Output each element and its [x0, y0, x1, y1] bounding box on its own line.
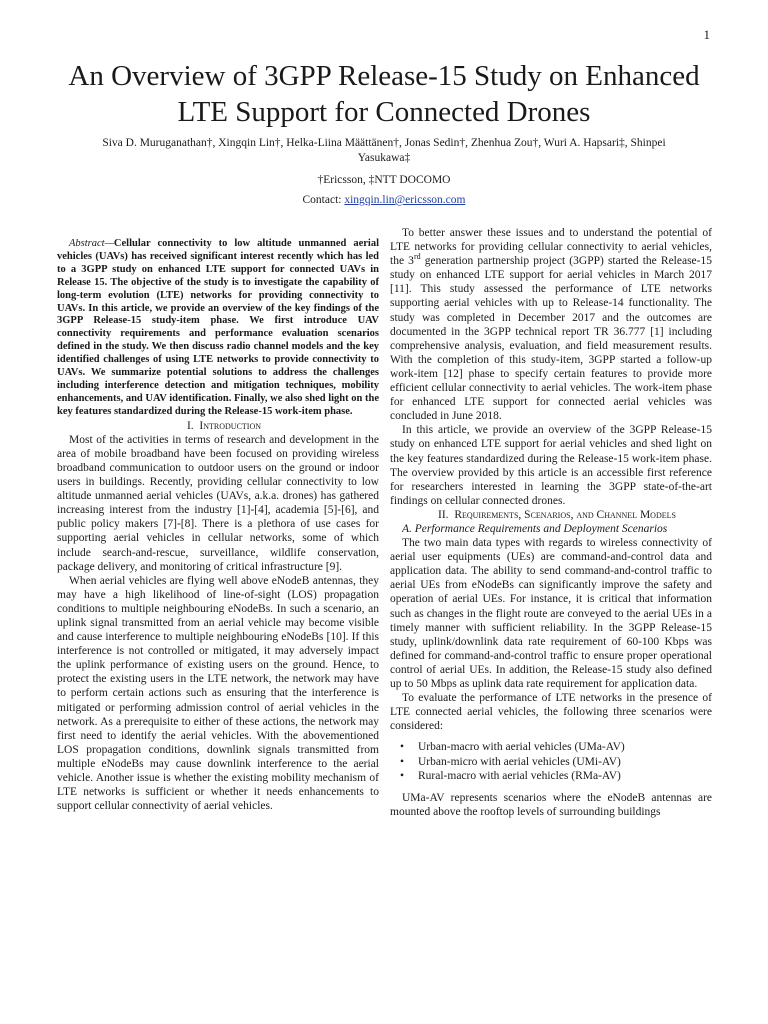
right-paragraph-4: To evaluate the performance of LTE networks in the presence of LTE connected aerial vehicles, the following three scenarios were considered:: [390, 692, 712, 733]
subsection-heading-a: A. Performance Requirements and Deployment Scenarios: [402, 522, 668, 535]
abstract-body: Cellular connectivity to low altitude unmanned aerial vehicles (UAVs) has received significant interest recently which has led to a 3GPP study on enhanced LTE support for connected UAVs in Release 15. The objective of the study is to investigate the capability of long-term evolution (LTE) networks for providing connectivity to UAVs. In this article, we provide an overview of the key findings of the 3GPP Release-15 study-item phase. We first introduce UAV connectivity requirements and performance evaluation scenarios defined in the study. We then discuss radio channel models and the key identified challenges of using LTE networks to provide connectivity to UAVs. We summarize potential solutions to address the challenges including interference detection and mitigation techniques, mobility enhancements, and UAV identification. Finally, we also shed light on the key features standardized during the Release-15 work-item phase.: [57, 238, 379, 417]
intro-paragraph-2: When aerial vehicles are flying well above eNodeB antennas, they may have a high likelihood of line-of-sight (LOS) propagation conditions to multiple neighbouring eNodeBs. In such a scenario, an uplink signal transmitted from an aerial vehicle may become visible and cause interference to multiple neighbouring eNodeBs [10]. If this interference is not controlled or mitigated, it may adversely impact the uplink performance of existing users on the ground. Hence, to protect the existing users in the LTE network, the network may have to perform certain actions such as ensuring that the interference is mitigated or performing admission control of aerial vehicles in the network. As a prerequisite to either of these actions, the network may first need to identify the aerial vehicles. With the abovementioned LOS propagation conditions, downlink signals transmitted from multiple eNodeBs may cause downlink interference to the aerial vehicle. Another issue is whether the existing mobility mechanism of LTE networks is sufficient or whether it needs enhancements to support cellular connectivity of aerial vehicles.: [57, 574, 379, 813]
abstract: [57, 238, 379, 419]
right-column: [390, 226, 712, 819]
scenario-list: [390, 740, 712, 783]
list-item: • Urban-macro with aerial vehicles (UMa-AV): [418, 740, 712, 754]
section-title: Requirements, Scenarios, and Channel Models: [454, 508, 676, 521]
right-paragraph-2: In this article, we provide an overview of the 3GPP Release-15 study on enhanced LTE support for aerial vehicles and shed light on the key features standardized during the Release-15 work-item phase. The overview provided by this article is an accessible first reference for researchers interested in learning the 3GPP state-of-the-art findings on cellular connected drones.: [390, 424, 712, 507]
contact-label: Contact:: [302, 194, 342, 206]
contact-email-link[interactable]: xingqin.lin@ericsson.com: [344, 194, 466, 206]
ordinal-superscript: rd: [413, 252, 421, 262]
right-paragraph-1: [390, 226, 712, 423]
right-paragraph-3: The two main data types with regards to wireless connectivity of aerial user equipments (UEs) are command-and-control data and application data. The ability to send command-and-control traffic to aerial UEs from eNodeBs can significantly improve the safety and operation of aerial UEs. For instance, it is critical that information such as changes in the flight route are conveyed to the aerial UEs in a timely manner with sufficient reliability. In the 3GPP Release-15 study, uplink/downlink data rate requirement of 60-100 Kbps was defined for command-and-control traffic to ensure proper operational control of aerial UEs. In addition, the Release-15 study also defined up to 50 Mbps as uplink data rate requirement for application data.: [390, 537, 712, 690]
contact-line: [80, 194, 688, 206]
author-list: Siva D. Muruganathan†, Xingqin Lin†, Helka-Liina Määttänen†, Jonas Sedin†, Zhenhua Zou†, Wuri A. Hapsari‡, Shinpei Yasukawa‡: [102, 137, 666, 164]
section-heading-introduction: [57, 419, 379, 433]
section-number: II.: [438, 508, 449, 521]
page-number: 1: [703, 27, 710, 42]
affiliations: †Ericsson, ‡NTT DOCOMO: [317, 174, 451, 186]
list-item: • Rural-macro with aerial vehicles (RMa-AV): [418, 769, 712, 783]
list-item: • Urban-micro with aerial vehicles (UMi-AV): [418, 755, 712, 769]
right-paragraph-1-start: To better answer these issues and to understand the potential of LTE networks for providing cellular connectivity to aerial vehicles, the 3: [390, 227, 712, 268]
section-title: Introduction: [199, 419, 262, 432]
section-heading-requirements: [390, 508, 712, 522]
right-paragraph-1-rest: generation partnership project (3GPP) started the Release-15 study on enhanced LTE support for aerial vehicles in March 2017 [11]. This study assessed the performance of LTE networks supporting aerial vehicles with up to Release-14 functionality. The study was completed in December 2017 and the outcomes are documented in the 3GPP technical report TR 36.777 [1] including comprehensive analysis, evaluation, and field measurement results. With the completion of this study-item, 3GPP started a follow-up work-item [12] phase to specify certain features to provide more efficient cellular connectivity to aerial vehicles. The work-item phase for enhanced LTE support for connected aerial vehicles was concluded in June 2018.: [390, 255, 712, 423]
section-number: I.: [186, 419, 194, 432]
abstract-lead: Abstract—: [69, 238, 114, 249]
intro-paragraph-1: Most of the activities in terms of research and development in the area of mobile broadband have been focused on providing wireless broadband communication to outdoor users on the ground or indoor users in buildings. Recently, providing cellular connectivity to low altitude unmanned aerial vehicles (UAVs, a.k.a. drones) has gathered increasing interest from the industry [1]-[4], academia [5]-[6], and public policy makers [7]-[8]. There is a plethora of use cases for supporting aerial vehicles in cellular networks, some of which include search-and-rescue, surveillance, wildlife conservation, package delivery, and monitoring of critical infrastructure [9].: [57, 433, 379, 573]
right-paragraph-5: UMa-AV represents scenarios where the eNodeB antennas are mounted above the rooftop levels of surrounding buildings: [390, 792, 712, 819]
paper-title: An Overview of 3GPP Release-15 Study on Enhanced LTE Support for Connected Drones: [68, 60, 700, 128]
left-column: [57, 238, 379, 813]
